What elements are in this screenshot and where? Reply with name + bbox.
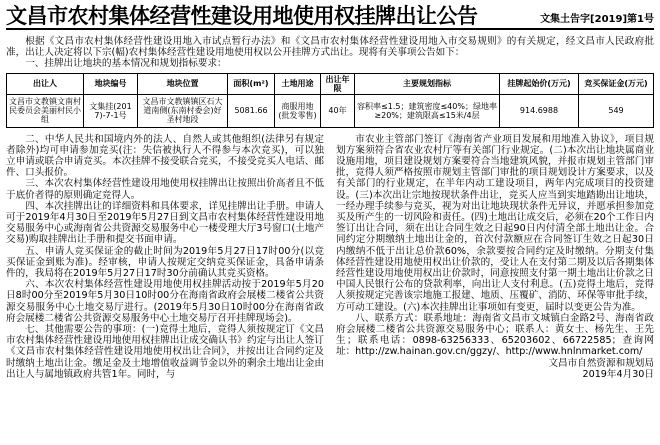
parcel-info-table <box>6 73 654 128</box>
section-five: 五、申请人竞买保证金的截止时间为2019年5月27日17时00分(以竞买保证金到账为准)。经审核，申请人按规定交纳竞买保证金，具备申请条件的，我局将在2019年5月27日17时30分前确认其竞买资格。 <box>6 245 324 280</box>
table-header-row <box>7 73 654 94</box>
notice-header <box>6 4 654 30</box>
section-seven: 七、其他需要公告的事项：(一)竞得土地后，竞得人须按规定订《文昌市农村集体经营性建设用地使用权挂牌出让成交确认书》约定与出让人签订《文昌市农村集体经营性建设用地使用权出让合同》，并按出让合同约定及时缴纳土地出让金。缴足金及土地增值收益调节金以外的剩余土地出让金由出让人与属地镇政府共管1年。同时，与 <box>6 324 324 380</box>
column-header: 地块位置 <box>138 73 228 94</box>
table-cell: 容积率≤1.5；建筑密度≤40%；绿地率≥20%；建筑限高≤15米/4层 <box>355 94 500 127</box>
table-cell: 商服用地(批发零售) <box>275 94 321 127</box>
table-cell: 40年 <box>321 94 355 127</box>
column-header: 主要规划指标 <box>355 73 500 94</box>
column-header: 出让人 <box>7 73 84 94</box>
right-column <box>336 134 654 380</box>
column-header: 土地用途 <box>275 73 321 94</box>
intro-paragraph: 根据《文昌市农村集体经营性建设用地入市试点暂行办法》和《文昌市农村集体经营性建设用地入市交易规则》的有关规定，经文昌市人民政府批准，出让人决定将以下宗(幅)农村集体经营性建设用地使用权以公开挂牌方式出让。现将有关事项公告如下： <box>6 36 654 59</box>
column-header: 面积(m²) <box>228 73 275 94</box>
table-cell: 549 <box>579 94 654 127</box>
column-header: 出让年限 <box>321 73 355 94</box>
section-one-heading: 一、挂牌出让地块的基本情况和规划指标要求： <box>25 58 227 70</box>
notice-title: 文昌市农村集体经营性建设用地使用权挂牌出让公告 <box>6 4 478 28</box>
table-cell: 文昌市文教镇文南村民委员会美丽村民小组 <box>7 94 84 127</box>
table-cell: 文昌市文教镇镇区石大道南侧(东南村委会)好圣村地段 <box>138 94 228 127</box>
left-column <box>6 134 324 380</box>
table-cell: 914.6988 <box>500 94 579 127</box>
issuer-signature: 文昌市自然资源和规划局 <box>548 357 654 369</box>
issue-date: 2019年4月30日 <box>582 368 654 380</box>
section-two: 二、中华人民共和国境内外的法人、自然人或其他组织(法律另有规定者除外)均可申请参加竞买(注：失信被执行人不得参与本次竞买)，可以独立申请或联合申请竞买。本次挂牌不接受联合竞买，不接受竞买人电话、邮件、口头报价。 <box>6 133 324 179</box>
column-header: 地块编号 <box>84 73 138 94</box>
section-seven-continued: 市农业主管部门签订《海南省产业项目发展和用地准入协议》，项目规划方案须符合省农业农村厅等有关部门行业规定。(二)本次出让地块属商业设施用地，项目建设规划方案要符合当地建筑风貌，并报市规划主管部门审批，竞得人须严格按照市规划主管部门审批的项目规划设计方案要求，以及有关部门的行业规定，在半年内动工建设项目，两年内完成项目的投资建设。(三)本次出让宗地按现状条件出让，竞买人应当到实地踏勘出让地块，一经办理手续参与竞买，视为对出让地块现状条件无异议，并愿承担参加竞买及所产生的一切风险和责任。(四)土地出让成交后，必须在20个工作日内签订出让合同，须在出让合同生效之日起90日内付清全部土地出让金。合同约定分期缴纳土地出让金的，首次付款额应在合同签订生效之日起30日内缴纳不低于出让总价款60%，余款要按合同约定及时缴纳。分期支付集体经营性建设用地使用权出让价款的，受让人在支付第二期及以后各期集体经营性建设用地使用权出让价款时，同意按照支付第一期土地出让价款之日中国人民银行公布的贷款利率，向出让人支付利息。(五)竞得土地后，竞得人须按规定完善该宗地施工报建、地质、压覆矿、消防、环保等审批手续，方可动工建设。(六)本次挂牌出让事项如有变更，届时以变更公告为准。 <box>336 133 654 313</box>
table-cell: 5081.66 <box>228 94 275 127</box>
section-six: 六、本次农村集体经营性建设用地使用权挂牌活动按于2019年5月20日8时00分至2019年5月30日10时00分在海南省政府会展楼二楼省公共资源交易服务中心土地交易厅进行。(2019年5月30日10时00分在海南省政府会展楼二楼省公共资源交易服务中心土地交易厅召开挂牌现场会)。 <box>6 279 324 324</box>
body-columns <box>6 134 654 380</box>
section-four: 四、本次挂牌出让的详细资料和具体要求，详见挂牌出让手册。申请人可于2019年4月30日至2019年5月27日到文昌市农村集体经营性建设用地交易服务中心或海南省公共资源交易服务中心一楼受理大厅3号窗口(土地产交易)购取挂牌出让手册和提交书面申请。 <box>6 200 324 246</box>
section-three: 三、本次农村集体经营性建设用地使用权挂牌出让按照出价高者且不低于底价者得的原则确定竞得人。 <box>6 178 324 201</box>
table-cell: 文集挂(2017)-7-1号 <box>84 94 138 127</box>
contact-info: 八、联系方式：联系地址：海南省文昌市文城镇白金路2号、海南省政府会展楼二楼省公共资源交易服务中心；联系人：黄女士、杨先生、王先生；联系电话：0898-63256333、65203602、66722585；查询网址：http://zw.hainan.gov.cn/ggzy/、http://www.hnlnmarket.com/ <box>336 312 654 358</box>
document-number: 文集土告字[2019]第1号 <box>540 14 654 25</box>
column-header: 竞买保证金(万元) <box>579 73 654 94</box>
column-header: 挂牌起始价(万元) <box>500 73 579 94</box>
table-row <box>7 94 654 127</box>
